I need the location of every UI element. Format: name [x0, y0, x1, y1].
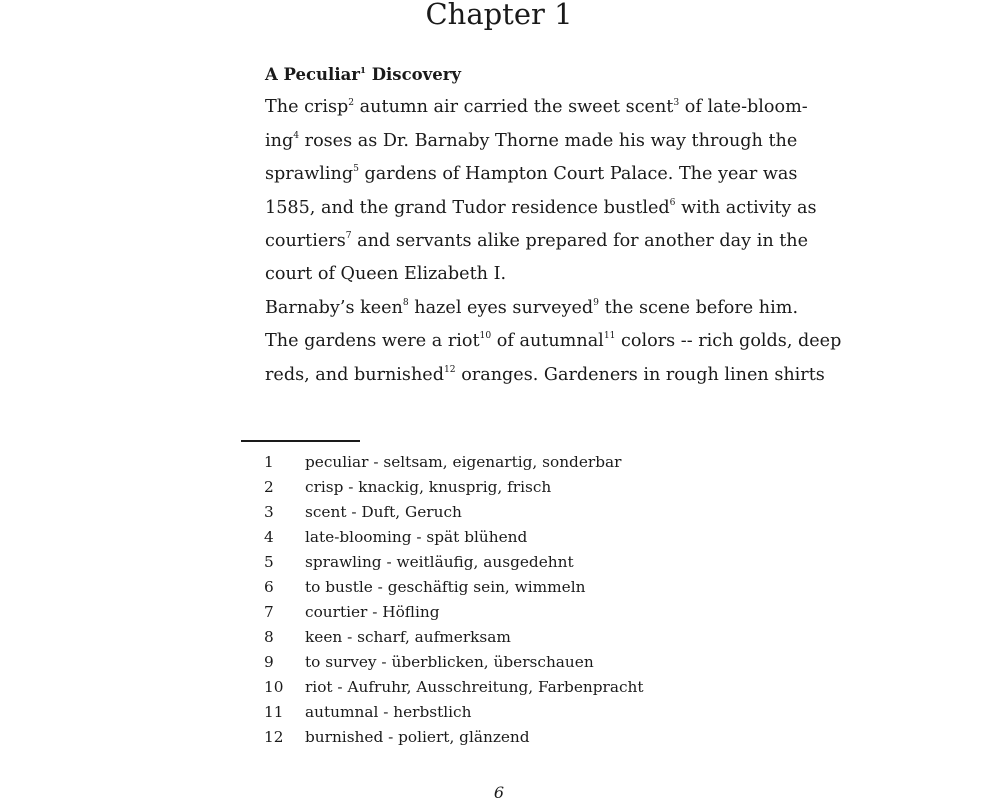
footnote-marker: 8 — [402, 298, 409, 309]
text-run: autumn air carried the sweet scent — [354, 97, 674, 118]
footnote-number: 2 — [264, 478, 274, 496]
footnote-item — [264, 500, 644, 525]
footnote-number: 9 — [264, 653, 274, 671]
text-run: The gardens were a riot — [265, 331, 480, 352]
text-line — [241, 91, 808, 124]
paragraphs — [241, 91, 842, 392]
footnote-number: 5 — [264, 553, 274, 571]
footnote-divider — [241, 440, 360, 442]
text-run: and servants alike prepared for another day in the — [351, 231, 809, 252]
text-run: with activity as — [675, 197, 817, 218]
section-heading — [241, 58, 759, 91]
text-line — [241, 158, 798, 191]
footnote-text: to bustle - geschäftig sein, wimmeln — [305, 578, 586, 596]
text-line — [241, 359, 825, 392]
text-run: gardens of Hampton Court Palace. The year was — [358, 164, 798, 185]
text-run: 1585, and the grand Tudor residence bustled — [265, 197, 670, 218]
text-line — [241, 225, 809, 258]
footnote-number: 10 — [264, 678, 284, 696]
footnote-number: 7 — [264, 603, 274, 621]
footnote-marker: 6 — [669, 197, 676, 208]
footnote-item — [264, 450, 644, 475]
footnote-item — [264, 675, 644, 700]
text-run: of autumnal — [491, 331, 604, 352]
footnote-text: courtier - Höfling — [305, 603, 440, 621]
footnote-marker: 1 — [359, 65, 366, 76]
footnote-item — [264, 600, 644, 625]
footnote-text: scent - Duft, Geruch — [305, 503, 462, 521]
text-run: The crisp — [265, 97, 349, 118]
footnote-text: autumnal - herbstlich — [305, 703, 472, 721]
footnote-number: 8 — [264, 628, 274, 646]
footnote-marker: 11 — [603, 331, 616, 342]
footnote-item — [264, 475, 644, 500]
footnote-item — [264, 550, 644, 575]
footnote-number: 6 — [264, 578, 274, 596]
footnote-text: burnished - poliert, glänzend — [305, 728, 530, 746]
footnote-marker: 9 — [593, 298, 599, 309]
text-run: Barnaby’s keen — [265, 297, 403, 318]
footnote-number: 3 — [264, 503, 274, 521]
footnote-marker: 3 — [673, 97, 680, 108]
text-line — [241, 192, 817, 225]
footnote-text: keen - scharf, aufmerksam — [305, 628, 511, 646]
text-run: reds, and burnished — [265, 364, 444, 385]
footnote-item — [264, 525, 644, 550]
footnote-item — [264, 575, 644, 600]
footnote-text: crisp - knackig, knusprig, frisch — [305, 478, 552, 496]
text-run: oranges. Gardeners in rough linen shirts — [455, 364, 825, 385]
footnote-item — [264, 625, 644, 650]
chapter-title: Chapter 1 — [425, 0, 573, 31]
footnote-text: late-blooming - spät blühend — [305, 528, 528, 546]
page-number: 6 — [493, 783, 505, 802]
section-heading-rest: Discovery — [365, 65, 461, 84]
footnote-list — [264, 450, 644, 750]
footnote-marker: 12 — [443, 364, 456, 375]
footnote-item — [264, 650, 644, 675]
footnote-item — [264, 700, 644, 725]
footnote-item — [264, 725, 644, 750]
text-line — [241, 125, 798, 158]
text-line — [241, 325, 842, 358]
text-run: hazel eyes surveyed — [408, 297, 594, 318]
footnote-number: 4 — [264, 528, 274, 546]
text-run: sprawling — [265, 164, 354, 185]
section-heading-text: A Peculiar — [265, 65, 360, 84]
footnote-number: 1 — [264, 453, 274, 471]
text-run: colors -- rich golds, deep — [615, 331, 842, 352]
footnote-marker: 5 — [353, 164, 359, 175]
footnote-marker: 7 — [345, 231, 352, 242]
footnote-marker: 2 — [348, 97, 355, 108]
footnote-text: sprawling - weitläufig, ausgedehnt — [305, 553, 574, 571]
footnote-marker: 10 — [479, 331, 492, 342]
text-run: of late-bloom- — [679, 97, 808, 118]
text-run: the scene before him. — [598, 297, 799, 318]
text-line — [241, 258, 759, 291]
footnote-marker: 4 — [293, 131, 300, 142]
footnote-text: to survey - überblicken, überschauen — [305, 653, 594, 671]
paragraph — [241, 91, 817, 291]
text-run: ing — [265, 130, 294, 151]
footnote-number: 12 — [264, 728, 284, 746]
text-run: roses as Dr. Barnaby Thorne made his way through the — [299, 130, 798, 151]
text-line — [241, 292, 799, 325]
paragraph — [241, 292, 842, 392]
body-text — [241, 58, 842, 392]
footnote-text: peculiar - seltsam, eigenartig, sonderbar — [305, 453, 622, 471]
footnote-number: 11 — [264, 703, 284, 721]
footnote-text: riot - Aufruhr, Ausschreitung, Farbenpracht — [305, 678, 644, 696]
text-run: courtiers — [265, 231, 346, 252]
text-run: court of Queen Elizabeth I. — [265, 264, 507, 285]
